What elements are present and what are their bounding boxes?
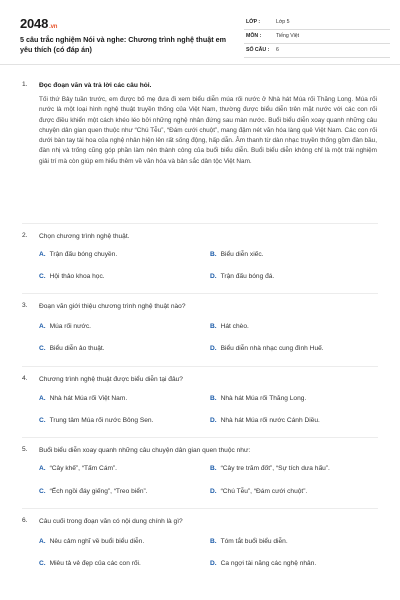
- document-title: 5 câu trắc nghiệm Nói và nghe: Chương trình nghệ thuật em yêu thích (có đáp án): [20, 35, 226, 54]
- option-letter: D.: [210, 417, 217, 424]
- option-d[interactable]: [210, 488, 307, 495]
- meta-value: Tiếng Việt: [276, 33, 300, 39]
- option-letter: A.: [39, 251, 46, 258]
- option-text: Nhà hát Múa rối Việt Nam.: [49, 395, 128, 402]
- question-text: Câu cuối trong đoạn văn có nội dung chính là gì?: [39, 518, 183, 525]
- question-divider: [22, 508, 378, 509]
- option-letter: A.: [39, 395, 46, 402]
- option-c[interactable]: [39, 417, 153, 424]
- option-b[interactable]: [210, 251, 263, 258]
- option-letter: C.: [39, 273, 46, 280]
- option-d[interactable]: [210, 345, 324, 352]
- option-letter: B.: [210, 538, 217, 545]
- question-number: 3.: [22, 302, 28, 309]
- document-meta: [244, 16, 390, 58]
- option-text: Biểu diễn ảo thuật.: [49, 345, 105, 352]
- question-text: Chọn chương trình nghệ thuật.: [39, 233, 130, 240]
- option-text: Tóm tắt buổi biểu diễn.: [220, 538, 288, 545]
- reading-passage: Tối thứ Bảy tuần trước, em được bố mẹ đưa đi xem biểu diễn múa rối nước ở Nhà hát Múa rối Thăng Long. Múa rối nước là một loại hình nghệ thuật truyền thống của Việt Nam, thường được biểu diễn trên mặt nước với các con rối được điều khiển một cách khéo léo bởi những nghệ nhân đứng sau màn nước. Buổi biểu diễn xoay quanh những câu chuyện dân gian quen thuộc như “Chú Tễu”, “Đám cưới chuột”, mang đậm nét văn hóa làng quê Việt Nam. Các con rối dưới bàn tay tài hoa của nghệ nhân hiện lên rất sống động, hấp dẫn. Âm thanh từ dàn nhạc truyền thống gồm đàn bầu, đàn nhị và trống cũng góp phần làm nên thành công của buổi biểu diễn. Buổi biểu diễn không chỉ là một trải nghiệm giải trí mà còn giúp em hiểu thêm về văn hóa và bản sắc dân tộc Việt Nam.: [39, 96, 377, 165]
- meta-row-subject: [244, 30, 390, 44]
- option-c[interactable]: [39, 345, 105, 352]
- option-text: Nhà hát Múa rối nước Cánh Diều.: [220, 417, 320, 424]
- option-text: Miêu tả vẻ đẹp của các con rối.: [49, 560, 141, 567]
- option-text: “Ếch ngồi đáy giếng”, “Treo biển”.: [49, 488, 148, 495]
- option-b[interactable]: [210, 323, 249, 330]
- question-divider: [22, 437, 378, 438]
- option-letter: D.: [210, 560, 217, 567]
- option-a[interactable]: [39, 465, 117, 472]
- option-b[interactable]: [210, 395, 306, 402]
- option-text: Ca ngợi tài năng các nghệ nhân.: [220, 560, 317, 567]
- option-b[interactable]: [210, 465, 330, 472]
- question-number: 4.: [22, 375, 28, 382]
- logo-text: 2048: [20, 16, 49, 31]
- option-letter: A.: [39, 323, 46, 330]
- option-letter: D.: [210, 273, 217, 280]
- question-divider: [22, 223, 378, 224]
- option-letter: A.: [39, 465, 46, 472]
- option-letter: D.: [210, 345, 217, 352]
- option-letter: B.: [210, 251, 217, 258]
- option-text: Biểu diễn xiếc.: [220, 251, 264, 258]
- option-c[interactable]: [39, 273, 105, 280]
- option-text: Trận đấu bóng chuyền.: [49, 251, 118, 258]
- option-letter: B.: [210, 323, 217, 330]
- question-text: Đoạn văn giới thiệu chương trình nghệ thuật nào?: [39, 303, 186, 310]
- meta-value: Lớp 5: [276, 19, 290, 25]
- question-number: 2.: [22, 232, 28, 239]
- question-5: [22, 446, 382, 506]
- option-letter: B.: [210, 465, 217, 472]
- option-d[interactable]: [210, 417, 320, 424]
- question-text: Buổi biểu diễn xoay quanh những câu chuyện dân gian quen thuộc như:: [39, 447, 251, 454]
- question-4: [22, 375, 382, 435]
- option-letter: D.: [210, 488, 217, 495]
- option-text: “Chú Tễu”, “Đám cưới chuột”.: [220, 488, 308, 495]
- option-text: Nhà hát Múa rối Thăng Long.: [220, 395, 307, 402]
- option-text: Biểu diễn nhà nhạc cung đình Huế.: [220, 345, 324, 352]
- question-text: Đọc đoạn văn và trả lời các câu hỏi.: [39, 82, 152, 89]
- question-divider: [22, 293, 378, 294]
- page-header: [20, 16, 380, 58]
- question-divider: [22, 366, 378, 367]
- option-text: “Cây tre trăm đốt”, “Sự tích dưa hấu”.: [220, 465, 330, 472]
- option-d[interactable]: [210, 560, 316, 567]
- option-c[interactable]: [39, 560, 141, 567]
- meta-row-class: [244, 16, 390, 30]
- site-logo[interactable]: [20, 16, 57, 31]
- question-number: 5.: [22, 446, 28, 453]
- question-number: 1.: [22, 81, 28, 88]
- option-a[interactable]: [39, 538, 144, 545]
- question-3: [22, 302, 382, 362]
- meta-label: SỐ CÂU :: [246, 47, 270, 53]
- option-text: Nêu cảm nghĩ về buổi biểu diễn.: [49, 538, 145, 545]
- option-text: “Cây khế”, “Tấm Cám”.: [49, 465, 118, 472]
- option-c[interactable]: [39, 488, 148, 495]
- question-6: [22, 517, 382, 577]
- question-text: Chương trình nghệ thuật được biểu diễn tại đâu?: [39, 376, 183, 383]
- header-divider: [0, 64, 400, 65]
- option-a[interactable]: [39, 323, 91, 330]
- option-text: Hát chèo.: [220, 323, 249, 330]
- option-text: Trận đấu bóng đá.: [220, 273, 275, 280]
- meta-row-count: [244, 44, 390, 58]
- option-letter: C.: [39, 560, 46, 567]
- option-a[interactable]: [39, 251, 117, 258]
- option-letter: B.: [210, 395, 217, 402]
- option-a[interactable]: [39, 395, 127, 402]
- option-b[interactable]: [210, 538, 288, 545]
- option-text: Hội thảo khoa học.: [49, 273, 105, 280]
- option-letter: C.: [39, 345, 46, 352]
- question-2: [22, 232, 382, 292]
- option-letter: A.: [39, 538, 46, 545]
- option-d[interactable]: [210, 273, 274, 280]
- option-letter: C.: [39, 488, 46, 495]
- option-letter: C.: [39, 417, 46, 424]
- meta-label: MÔN :: [246, 33, 262, 39]
- question-1: [22, 81, 382, 221]
- option-text: Trung tâm Múa rối nước Bông Sen.: [49, 417, 154, 424]
- meta-label: LỚP :: [246, 19, 261, 25]
- meta-value: 6: [276, 47, 279, 53]
- option-text: Múa rối nước.: [49, 323, 91, 330]
- question-number: 6.: [22, 517, 28, 524]
- logo-suffix: .vn: [49, 24, 58, 30]
